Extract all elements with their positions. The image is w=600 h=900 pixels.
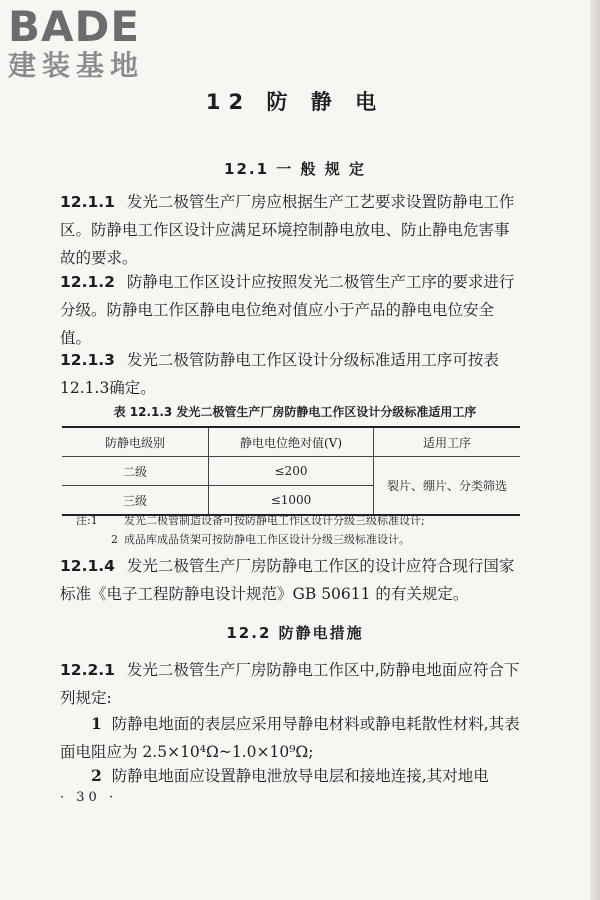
header-grade: 防静电级别	[62, 427, 209, 457]
clause-number: 12.2.1	[60, 661, 115, 679]
note-label: 注:1	[76, 514, 98, 527]
clause-text: 防静电工作区设计应按照发光二极管生产工序的要求进行分级。防静电工作区静电电位绝对值应小于产品的静电电位安全值。	[60, 273, 515, 347]
clause-number: 12.1.3	[60, 351, 115, 369]
clause-12-1-3	[60, 346, 520, 402]
clause-12-1-2	[60, 268, 520, 352]
cell-voltage: ≤1000	[209, 486, 374, 516]
clause-number: 12.1.4	[60, 557, 115, 575]
item-text: 防静电地面应设置静电泄放导电层和接地连接,其对地电	[111, 767, 489, 785]
note-text: 发光二极管制造设备可按防静电工作区设计分级三级标准设计;	[124, 514, 425, 527]
clause-12-1-4	[60, 552, 520, 608]
table-note-2	[76, 531, 526, 548]
note-text: 成品库成品货架可按防静电工作区设计分级三级标准设计。	[124, 533, 410, 546]
page-number: · 30 ·	[60, 790, 118, 805]
clause-text: 发光二极管防静电工作区设计分级标准适用工序可按表12.1.3确定。	[60, 351, 499, 397]
cell-grade: 三级	[62, 486, 209, 516]
clause-12-1-1	[60, 188, 520, 272]
subclause-2	[60, 762, 520, 790]
table-caption: 表 12.1.3 发光二极管生产厂房防静电工作区设计分级标准适用工序	[113, 405, 477, 419]
clause-number: 12.1.2	[60, 273, 115, 291]
chapter-title: 12 防 静 电	[205, 90, 385, 114]
header-voltage: 静电电位绝对值(V)	[209, 427, 374, 457]
grading-table	[62, 426, 520, 516]
cell-process: 裂片、绷片、分类筛选	[373, 457, 520, 516]
item-number: 1	[91, 714, 102, 733]
cell-voltage: ≤200	[209, 457, 374, 486]
clause-text: 发光二极管生产厂房防静电工作区的设计应符合现行国家标准《电子工程防静电设计规范》GB 50611 的有关规定。	[60, 557, 515, 603]
clause-12-2-1	[60, 656, 520, 712]
logo-chinese-text: 建装基地	[8, 49, 145, 82]
page-edge-shadow	[590, 0, 600, 900]
cell-grade: 二级	[62, 457, 209, 486]
table-row	[62, 457, 520, 486]
note-label: 2	[111, 533, 118, 546]
table-header-row	[62, 427, 520, 457]
section-title-12-1: 12.1 一 般 规 定	[224, 160, 366, 178]
bade-logo	[8, 4, 178, 82]
subclause-1	[60, 710, 520, 766]
clause-number: 12.1.1	[60, 193, 115, 211]
logo-latin-text: BADE	[8, 2, 141, 51]
section-title-12-2: 12.2 防静电措施	[226, 624, 364, 642]
header-process: 适用工序	[373, 427, 520, 457]
item-text: 防静电地面的表层应采用导静电材料或静电耗散性材料,其表面电阻应为 2.5×10⁴Ω~1.0×10⁹Ω;	[60, 715, 520, 761]
item-number: 2	[91, 766, 102, 785]
clause-text: 发光二极管生产厂房应根据生产工艺要求设置防静电工作区。防静电工作区设计应满足环境控制静电放电、防止静电危害事故的要求。	[60, 193, 515, 267]
table-note-1	[76, 512, 526, 529]
clause-text: 发光二极管生产厂房防静电工作区中,防静电地面应符合下列规定:	[60, 661, 520, 707]
